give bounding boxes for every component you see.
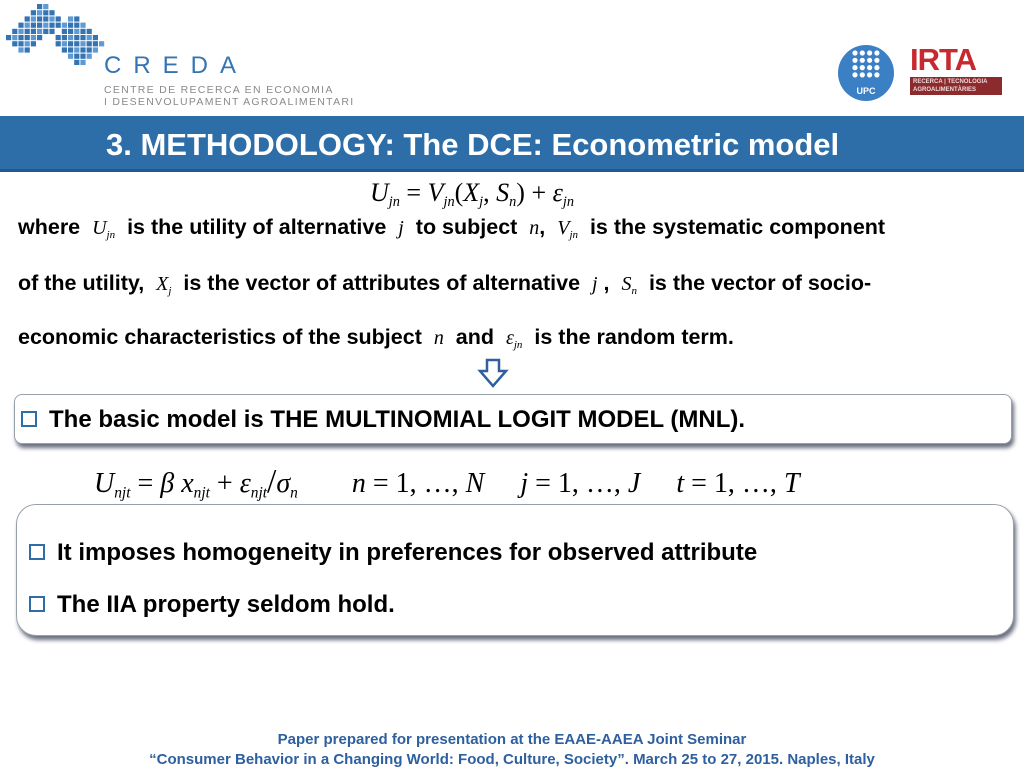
upc-logo — [837, 44, 895, 102]
paragraph-line-1 — [18, 215, 885, 241]
checkbox-bullet-icon — [29, 544, 45, 560]
irta-wordmark: IRTA — [910, 42, 977, 77]
paragraph-line-2 — [18, 271, 871, 297]
comma-1: , — [539, 215, 546, 239]
word-and: and — [455, 325, 495, 349]
text-random-term: is the random term. — [534, 325, 734, 349]
symbol-U-jn: $U_{jn}$ — [92, 217, 116, 241]
symbol-j: j — [398, 217, 404, 239]
down-arrow-icon — [477, 358, 509, 388]
irta-bar-line2: AGROALIMENTÀRIES — [913, 87, 976, 93]
upc-logo-label: UPC — [856, 86, 876, 96]
limitation-item — [29, 591, 395, 619]
utility-equation: $U_{jn} = V_{jn}(X_j$, $S_n) + \varepsilon_{jn}$ — [370, 178, 575, 210]
symbol-X-j: $X_j$ — [156, 273, 172, 297]
creda-wordmark: CREDA — [104, 52, 249, 79]
creda-subtitle-line1: CENTRE DE RECERCA EN ECONOMIA — [104, 84, 334, 96]
text-to-subject: to subject — [415, 215, 518, 239]
limitation-item-text: It imposes homogeneity in preferences for observed attribute — [57, 539, 758, 566]
irta-bar-line1: RECERCA | TECNOLOGIA — [913, 79, 988, 85]
limitation-item-text: The IIA property seldom hold. — [57, 591, 395, 618]
text-systematic-component: is the systematic component — [589, 215, 886, 239]
mnl-limitations-box — [16, 504, 1014, 636]
irta-logo — [910, 44, 1002, 96]
symbol-V-jn: $V_{jn}$ — [557, 217, 578, 241]
creda-logo-mark — [6, 4, 106, 74]
footer-line-2: “Consumer Behavior in a Changing World: Food, Culture, Society”. March 25 to 27, 2015. Naples, Italy — [149, 751, 875, 768]
text-utility-of-alternative: is the utility of alternative — [127, 215, 387, 239]
word-where: where — [18, 215, 81, 239]
text-of-the-utility: of the utility, — [18, 271, 145, 295]
comma-2: , — [603, 271, 610, 295]
checkbox-bullet-icon — [29, 596, 45, 612]
text-vector-of-attributes: is the vector of attributes of alternative — [183, 271, 581, 295]
limitation-item — [29, 539, 757, 567]
text-economic-characteristics: economic characteristics of the subject — [18, 325, 422, 349]
symbol-S-n: $S_n$ — [621, 273, 637, 297]
mnl-callout-text: The basic model is THE MULTINOMIAL LOGIT MODEL (MNL). — [49, 406, 746, 433]
footer-line-1: Paper prepared for presentation at the EAAE-AAEA Joint Seminar — [277, 731, 747, 748]
slide-title: 3. METHODOLOGY: The DCE: Econometric model — [106, 127, 840, 162]
mnl-callout-box — [14, 394, 1012, 444]
checkbox-bullet-icon — [21, 411, 37, 427]
paragraph-line-3 — [18, 325, 734, 351]
creda-subtitle-line2: I DESENVOLUPAMENT AGROALIMENTARI — [104, 96, 355, 108]
text-vector-of-socio: is the vector of socio- — [648, 271, 872, 295]
symbol-j-2: j — [592, 273, 598, 295]
symbol-epsilon-jn: $\varepsilon_{jn}$ — [505, 327, 523, 351]
mnl-equation: $U_{njt} = \beta$ $x_{njt} + \varepsilon_{njt}/\sigma_n$ n = 1, …, N j = 1, …, J t = 1, …, T — [94, 463, 800, 502]
symbol-n: n — [529, 217, 540, 239]
irta-bar — [910, 77, 1002, 95]
symbol-n-2: n — [433, 327, 444, 349]
